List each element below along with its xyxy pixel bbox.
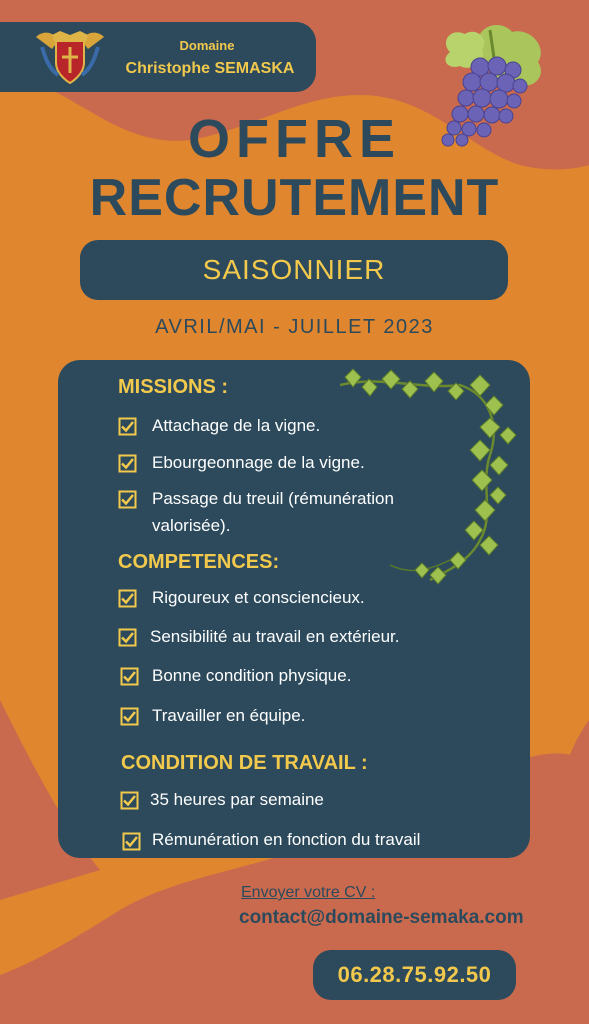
phone-number[interactable]: 06.28.75.92.50: [337, 962, 492, 987]
checkbox-icon: [120, 707, 139, 726]
vine-leaves-icon: [330, 365, 530, 595]
job-type-label: SAISONNIER: [202, 254, 386, 285]
brand-name: Christophe SEMASKA: [125, 60, 295, 77]
brand-subtitle: Domaine: [179, 38, 235, 53]
checkbox-icon: [118, 628, 137, 647]
missions-heading: MISSIONS :: [118, 376, 229, 398]
checkbox-icon: [120, 791, 139, 810]
competence-item: Travailler en équipe.: [152, 706, 306, 725]
cv-label: Envoyer votre CV :: [241, 884, 376, 901]
checkbox-icon: [118, 589, 137, 608]
mission-item: Passage du treuil (rémunération: [152, 489, 394, 508]
mission-item-continued: valorisée).: [152, 516, 231, 535]
competence-item: Rigoureux et consciencieux.: [152, 588, 365, 607]
competences-heading: COMPETENCES:: [118, 551, 280, 573]
title-line-2: RECRUTEMENT: [89, 169, 500, 227]
condition-item: Rémunération en fonction du travail: [152, 830, 421, 849]
condition-item: 35 heures par semaine: [150, 790, 324, 809]
checkbox-icon: [118, 417, 137, 436]
title-line-1: OFFRE: [188, 109, 401, 169]
coat-of-arms-icon: [32, 27, 108, 87]
checkbox-icon: [120, 667, 139, 686]
checkbox-icon: [118, 490, 137, 509]
contact-email-link[interactable]: contact@domaine-semaka.com: [239, 907, 524, 928]
competence-item: Bonne condition physique.: [152, 666, 352, 685]
competence-item: Sensibilité au travail en extérieur.: [150, 627, 400, 646]
mission-item: Ebourgeonnage de la vigne.: [152, 453, 365, 472]
conditions-heading: CONDITION DE TRAVAIL :: [121, 752, 368, 774]
checkbox-icon: [122, 832, 141, 851]
period-text: AVRIL/MAI - JUILLET 2023: [155, 316, 434, 338]
mission-item: Attachage de la vigne.: [152, 416, 321, 435]
checkbox-icon: [118, 454, 137, 473]
